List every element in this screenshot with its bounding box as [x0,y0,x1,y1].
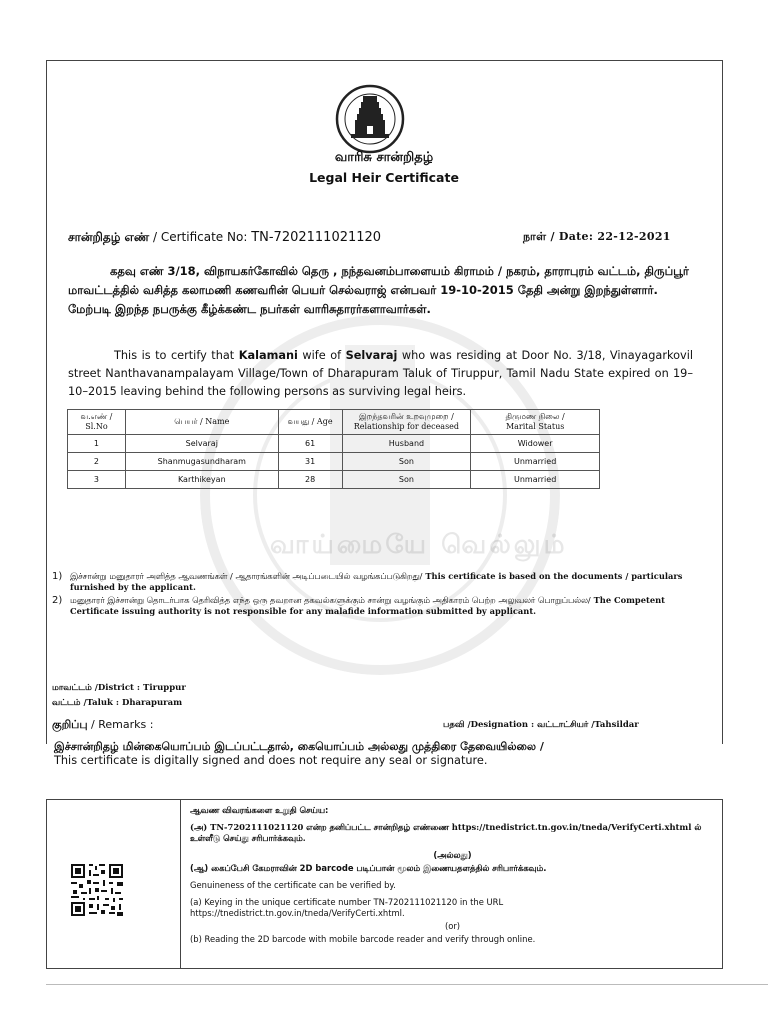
certificate-number-label-en: / Certificate No: [153,230,248,244]
notes-list [52,571,712,619]
cell-sl: 1 [68,435,126,453]
verify-option-b-english: (b) Reading the 2D barcode with mobile barcode reader and verify through online. [190,934,536,944]
table-row [68,453,600,471]
cell-sl: 2 [68,453,126,471]
certificate-number-value: TN-7202111021120 [251,230,382,245]
title-tamil: வாரிசு சான்றிதழ் [334,150,434,165]
certificate-date [523,230,671,245]
table-row [68,471,600,489]
header-relationship: இறந்தவரின் உறவுமுறை / Relationship for deceased [342,410,471,435]
table-row [68,435,600,453]
page-bottom-rule [46,984,768,985]
watermark-motto: வாய்மையே வெல்லும் [270,530,568,560]
para-en-part2: wife of [302,349,342,362]
verification-instructions [190,805,715,951]
header-age: வயது / Age [278,410,342,435]
verify-option-b-tamil: (ஆ) கைப்பேசி கேமராவின் 2D barcode படிப்பான் மூலம் இணையதளத்தில் சரிபார்க்கவும். [190,863,547,873]
spouse-name: Selvaraj [345,349,398,362]
verify-heading-tamil: ஆவண விவரங்களை உறுதி செய்ய: [190,805,329,815]
cell-name: Shanmugasundharam [125,453,278,471]
verify-or-tamil: (அல்லது) [433,850,472,860]
certificate-number-label-ta: சான்றிதழ் எண் [68,230,150,244]
cell-age: 61 [278,435,342,453]
header-marital-status: திருமண நிலை / Marital Status [471,410,600,435]
cell-status: Unmarried [471,453,600,471]
cell-status: Unmarried [471,471,600,489]
body-paragraph-english [68,347,693,401]
digital-sign-note-tamil: இச்சான்றிதழ் மின்கையொப்பம் இடப்பட்டதால், கையொப்பம் அல்லது முத்திரை தேவையில்லை / [54,740,544,753]
taluk-line: வட்டம் /Taluk : Dharapuram [52,698,183,708]
cell-name: Selvaraj [125,435,278,453]
cell-name: Karthikeyan [125,471,278,489]
verification-divider [180,800,181,968]
designation: பதவி /Designation : வட்டாட்சியர் /Tahsildar [443,720,639,730]
note-item: 2) மனுதாரர் இச்சான்று தொடர்பாக தெரிவித்த எந்த ஒரு தவறான தகவல்களுக்கும் சான்று வழங்கும் அதிகாரம் பெற்ற அலுவலர் பொறுப்பல்ல/ The Competent Certificate issuing authority is not responsible for any malafide information submitted by applicant. [52,595,665,616]
note-item: 1) இச்சான்று மனுதாரர் அளித்த ஆவணங்கள் / ஆதாரங்களின் அடிப்படையில் வழங்கப்படுகிறது/ This certificate is based on the documents / particulars furnished by the applicant. [52,571,683,592]
cell-status: Widower [471,435,600,453]
qr-code-icon[interactable] [69,862,125,918]
header-sl: வ.எண் / Sl.No [68,410,126,435]
cell-sl: 3 [68,471,126,489]
certificate-number [68,230,381,246]
para-en-part3: who was residing at Door No. 3/18, Vinayagarkovil street Nanthavanampalayam Village/Town of Dharapuram Taluk of Tiruppur, Tamil Nadu State expired on 19–10–2015 leaving behind the following persons as surviving legal heirs. [68,349,693,398]
body-paragraph-tamil: கதவு எண் 3/18, விநாயகர்கோவில் தெரு , நந்தவனம்பாளையம் கிராமம் / நகரம், தாராபுரம் வட்டம், திருப்பூர் மாவட்டத்தில் வசித்த கலாமணி கணவரின் பெயர் செல்வராஜ் என்பவர் 19-10-2015 தேதி அன்று இறந்துள்ளார். மேற்படி இறந்த நபருக்கு கீழ்க்கண்ட நபர்கள் வாரிசுதாரர்களாவார்கள். [68,264,689,316]
tamilnadu-emblem-icon [331,84,409,154]
cell-age: 28 [278,471,342,489]
verify-option-a-english: (a) Keying in the unique certificate number TN-7202111021120 in the URL https://tnedistrict.tn.gov.in/tneda/VerifyCerti.xhtml. [190,897,504,918]
cell-age: 31 [278,453,342,471]
table-header-row [68,410,600,435]
remarks: குறிப்பு / Remarks : [52,718,154,731]
header-name: பெயர் / Name [125,410,278,435]
verify-option-a-tamil: (அ) TN-7202111021120 என்ற தனிப்பட்ட சான்றிதழ் எண்ணை https://tnedistrict.tn.gov.in/tneda/VerifyCerti.xhtml ல் உள்ளீடு செய்து சரிபார்க்கவும். [190,822,702,843]
legal-heirs-table [67,409,600,489]
verify-heading-english: Genuineness of the certificate can be verified by. [190,880,396,890]
verify-or-english: (or) [444,921,461,931]
digital-sign-note-english: This certificate is digitally signed and does not require any seal or signature. [54,754,488,767]
deceased-name: Kalamani [238,349,298,362]
cell-relation: Son [342,471,471,489]
cell-relation: Husband [342,435,471,453]
date-value: 22-12-2021 [597,230,671,243]
date-label: நாள் / Date: [523,230,594,243]
title-english: Legal Heir Certificate [309,170,459,185]
district-line: மாவட்டம் /District : Tiruppur [52,683,186,693]
office-details [52,681,186,711]
cell-relation: Son [342,453,471,471]
para-en-part1: This is to certify that [114,349,235,362]
